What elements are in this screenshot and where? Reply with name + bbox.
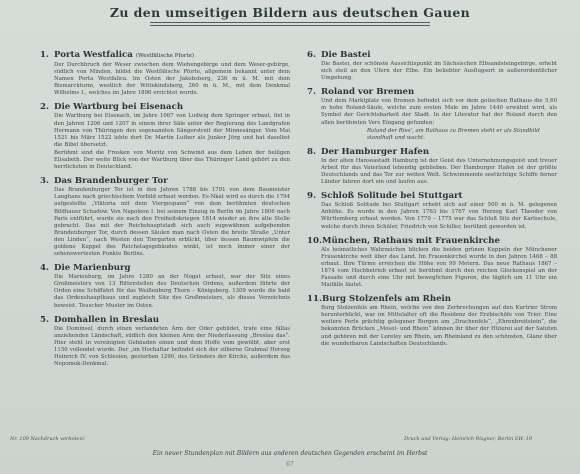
article-title: Die Marienburg [54, 263, 131, 274]
article-body [40, 187, 290, 258]
article-entry [307, 236, 557, 290]
article-title: Schloß Solitude bei Stuttgart [321, 191, 463, 202]
footer-left: Nr. 109 Nachdruck verboten! [10, 436, 85, 442]
article-heading [40, 263, 290, 274]
article-body [307, 98, 557, 126]
article-body [40, 274, 290, 309]
article-heading [307, 294, 557, 305]
article-entry [40, 315, 290, 369]
article-heading [307, 87, 557, 98]
article-body [307, 158, 557, 186]
article-body [307, 305, 557, 348]
article-paragraph: Die Dominsel, durch einen verlandeten Arm der Oder gebildet, trafe eine fällas anziehenden Ländschaft, südlich den kleinen Arm der Niederlassung „Breslau das“. Hier steht in vereinigten Gebäuden einen und dem Hoffe vom gewölbt, aber erst 1150 vollendet wurde. Der „im Hochaltar befindet sich der silberne Grabmal Herzog Heinrich IV. von Schlesien, gestorben 1290, des Gründers der Kirche, außerdem das Nepomuk-Denkmal. [54, 325, 290, 368]
article-body [40, 62, 290, 97]
article-entry [307, 294, 557, 348]
article-entry [307, 191, 557, 230]
article-heading [40, 176, 290, 187]
article-title: Porta Westfalica [54, 50, 133, 60]
article-paragraph: Die Wartburg bei Eisenach, im Jahre 1067 von Ludwig dem Springer erbaut, fiel in den Jahren 1206 und 1207 in einem ihrer Säle unter der Regierung des Landgrafen Hermann von Thüringen den sogenannten Sängerstreit der Minnesänger. Vom Mai 1521 bis März 1522 lebte dort Dr. Martin Luther als Junker Jörg und hat daselbst die Bibel übersetzt. [54, 113, 290, 148]
article-number: 3. [40, 176, 49, 187]
article-body [307, 247, 557, 290]
article-paragraph: Burg Stolzenfels am Rhein, welche von den Zerbrechungen auf den Kurtrier Strom herunterblickt, war im Mittelalter oft die Residenz der Erzbischöfe von Trier. Eine weitere Perle prächtig gelegener Burgen am „Drachenfels“, „Ehrenbreitstein“, die bekannten Brücken „Mosel- und Rhein“ können ihr über der Hüterei auf der Saluten und gehören mit der Loreley am Rhein, am Rheinland zu den schönsten, Glanz über die wunderbaren Landschaften Deutschlands. [321, 305, 557, 347]
article-paragraph: Berühmt sind die Fresken von Moritz von Schwind aus dem Leben der heiligen Elisabeth. Der weite Blick von der Wartburg über das Thüringer Land gehört zu den herrlichsten in Deutschland. [54, 149, 290, 171]
title-rule-bottom [150, 25, 430, 26]
article-number: 1. [40, 50, 49, 60]
article-number: 4. [40, 263, 49, 274]
article-entry [40, 50, 290, 97]
right-column [307, 50, 557, 353]
article-entry [307, 147, 557, 186]
article-body [40, 326, 290, 369]
article-title: Das Brandenburger Tor [54, 176, 168, 187]
article-title: Die Wartburg bei Eisenach [54, 102, 184, 113]
article-title: Burg Stolzenfels am Rhein [321, 294, 452, 305]
article-entry [307, 50, 557, 82]
article-entry [40, 176, 290, 258]
article-heading [307, 191, 557, 202]
article-title: Roland vor Bremen [321, 87, 415, 98]
article-number: 8. [307, 146, 316, 157]
article-paragraph: Und dem Marktplatz von Bremen befindet sich vor dem gotischen Rathaus die 5,60 m hohe Roland-Säule, welche zum ersten Male im Jahre 1440 erwähnt wird, als Symbol der Gerichtsbarkeit der Stadt. In der Literatur hat der Roland durch den allen berühmten Vers Eingang gefunden: [321, 98, 557, 126]
article-body [307, 202, 557, 230]
article-number: 5. [40, 314, 49, 325]
article-heading [307, 50, 557, 61]
title-rule-top [150, 22, 430, 23]
article-verse: Roland der Ries', am Rathaus zu Bremen steht er als Standbild standhaft und wacht. [367, 127, 540, 141]
article-title: Die Bastei [321, 50, 371, 60]
article-paragraph: Die Bastei, der schönste Aussichtspunkt im Sächsischen Elbsandsteingebirge, erhebt sich steil an den Ufern der Elbe. Ein beliebter Ausflugsort in außerordentlicher Umgebung. [321, 61, 557, 82]
article-number: 6. [307, 50, 316, 60]
article-number: 9. [307, 191, 316, 202]
article-paragraph: Die Marienburg, im Jahre 1280 an der Nogat erbaut, war der Sitz eines Großmeisters von 13 Ritterstellen des Deutschen Ordens, außerdem führte der Orden eine Schiffahrt für das Weißenburg Thorn – Königsberg. 1309 wurde die bald das Ordenshaupthaus und zugleich Sitz des Großmeisters, als dieses Verzeichnis beweist. Teuscher Muster im Osten. [54, 274, 290, 309]
article-title: Domhallen in Breslau [54, 314, 160, 325]
article-heading [307, 147, 557, 158]
article-entry [307, 87, 557, 142]
article-body [307, 61, 557, 82]
article-title: Der Hamburger Hafen [321, 146, 430, 157]
article-paragraph: Als heimatliches Wahrzeichen blicken die beiden grünen Kuppeln der Münchener Frauenkirche weit über das Land. Im Frauenkirchel wurde in den Jahren 1468 – 88 erbaut. Ihre Türme erreichen die Höhe von 99 Metern. Das neue Rathaus 1867 – 1874 vom Hochbetrieb erbaut ist berühmt durch den reichen Glockenspiel an der Fassade und durch eine Uhr mit beweglichen Figuren, die täglich um 11 Uhr ein Maifälle läutet. [321, 246, 557, 289]
left-column [40, 50, 290, 373]
article-heading [40, 315, 290, 326]
footer-right: Druck und Verlag: Heinrich Wagner, Berlin SW. 19 [404, 436, 532, 442]
article-body [40, 113, 290, 171]
article-entry [40, 102, 290, 171]
article-title: München, Rathaus mit Frauenkirche [321, 235, 500, 246]
article-number: 7. [307, 87, 316, 98]
article-number: 11. [307, 294, 322, 305]
article-heading [40, 50, 290, 62]
article-paragraph: Das Schloß Solitude bei Stuttgart erhebt sich auf einer 500 m ü. M. gelegenen Anhöhe. Es wurde in den Jahren 1763 bis 1767 von Herzog Karl Theodor von Württemberg erbaut worden. Von 1770 – 1775 war das Schloß Sitz der Karlsschule, welche durch ihren Schüler, Friedrich von Schiller, berühmt geworden ist. [321, 202, 557, 230]
article-paragraph: Der Durchbruch der Weser zwischen dem Wiehengebirge und dem Weser-gebirge, südlich von Minden, bildet die Westfälische Pforte, allgemein bekannt unter dem Namen Porta Westfalica. Im Osten der Jakobsberg, 236 m ü. M. mit dem Bismarckturm, westlich der Wittekindsberg, 260 m ü. M., mit dem Denkmal Wilhelms I., welches im Jahre 1896 errichtet wurde. [54, 62, 290, 97]
article-title-note: (Westfälische Pforte) [135, 53, 195, 59]
article-entry [40, 263, 290, 309]
article-heading [40, 102, 290, 113]
page-number: 67 [286, 461, 294, 468]
article-number: 2. [40, 102, 49, 113]
page-title: Zu den umseitigen Bildern aus deutschen Gauen [109, 5, 471, 20]
article-heading [307, 236, 557, 247]
article-number: 10. [307, 235, 322, 246]
article-paragraph: In der alten Hanseastadt Hamburg ist der Geist des Unternehmungsgeist und treuer Arbeit für das Vaterland lebendig geblieben. Der Hamburger Hafen ist der größte Deutschlands und das Tor zur weiten Welt. Schwimmende seetüchtige Schiffe ferner Länder fahren dort ein und laufen aus. [321, 157, 557, 186]
bottom-note: Ein neuer Stundenplan mit Bildern aus anderen deutschen Gegenden erscheint im Herbst [152, 450, 428, 457]
article-paragraph: Das Brandenburger Tor ist in den Jahren 1788 bis 1791 von dem Baumeister Langhans nach griechischem Vorbild erbaut worden. Es-Nkat wird es durch die 1794 aufgestellte „Viktoria mit dem Viergespann“ von dem berühmten deutschen Bildhauer Schadow. Von Napoleon I. bei seinem Einzug in Berlin im Jahre 1806 nach Paris entführt, wurde sie nach den Freiheitskriegen 1814 wieder an ihre alte Stelle gebracht. Das mit der Reichshauptstadt sich auch zugewähnen aufgebenden Brandenburger Tor, durch dessen Säulen man nach Osten die breite Straße „Unter den Linden“, nach Westen den Tiergarten erblickt, über dessen Baumwipfeln die goldene Kuppel des Reichstagsgebäudes winkt, ist noch immer einer der sehenswertesten Punkte Berlins. [54, 187, 290, 258]
